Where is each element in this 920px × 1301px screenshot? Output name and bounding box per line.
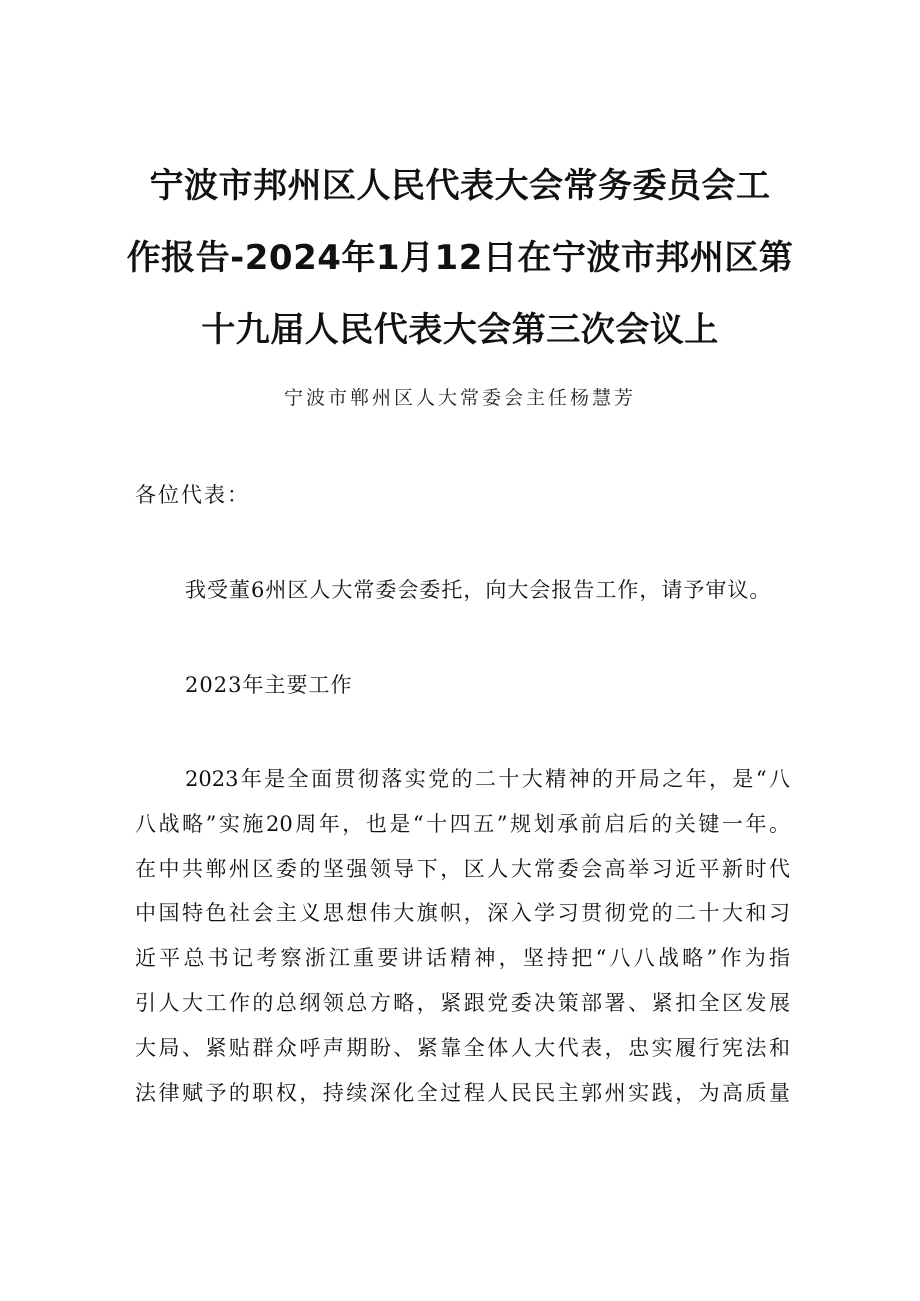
title-line-3: 十九届人民代表大会第三次会议上 <box>201 310 719 350</box>
salutation: 各位代表： <box>135 483 250 507</box>
paragraph-line: 八战略”实施20周年，也是“十四五”规划承前启后的关键一年。 <box>135 811 790 836</box>
paragraph-line: 大局、紧贴群众呼声期盼、紧靠全体人大代表，忠实履行宪法和 <box>135 1035 790 1060</box>
paragraph-line: 中国特色社会主义思想伟大旗帜，深入学习贯彻党的二十大和习 <box>135 901 790 926</box>
paragraph-line: 2023年是全面贯彻落实党的二十大精神的开局之年，是“八 <box>185 767 790 791</box>
intro-paragraph: 我受董6州区人大常委会委托，向大会报告工作，请予审议。 <box>185 578 772 602</box>
section-heading: 2023年主要工作 <box>185 673 353 697</box>
paragraph-line: 在中共郸州区委的坚强领导下，区人大常委会高举习近平新时代 <box>135 856 790 881</box>
title-line-1: 宁波市邦州区人民代表大会常务委员会工 <box>149 166 771 206</box>
author-line: 宁波市郸州区人大常委会主任杨慧芳 <box>283 387 636 409</box>
document-title <box>120 150 800 366</box>
title-line-2: 作报告-2024年1月12日在宁波市邦州区第 <box>126 238 794 278</box>
paragraph-line: 近平总书记考察浙江重要讲话精神，坚持把“八八战略”作为指 <box>135 946 790 971</box>
body-paragraph <box>135 757 790 1115</box>
paragraph-line: 引人大工作的总纲领总方略，紧跟党委决策部署、紧扣全区发展 <box>135 990 790 1015</box>
paragraph-line: 法律赋予的职权，持续深化全过程人民民主郭州实践，为高质量 <box>135 1080 790 1105</box>
